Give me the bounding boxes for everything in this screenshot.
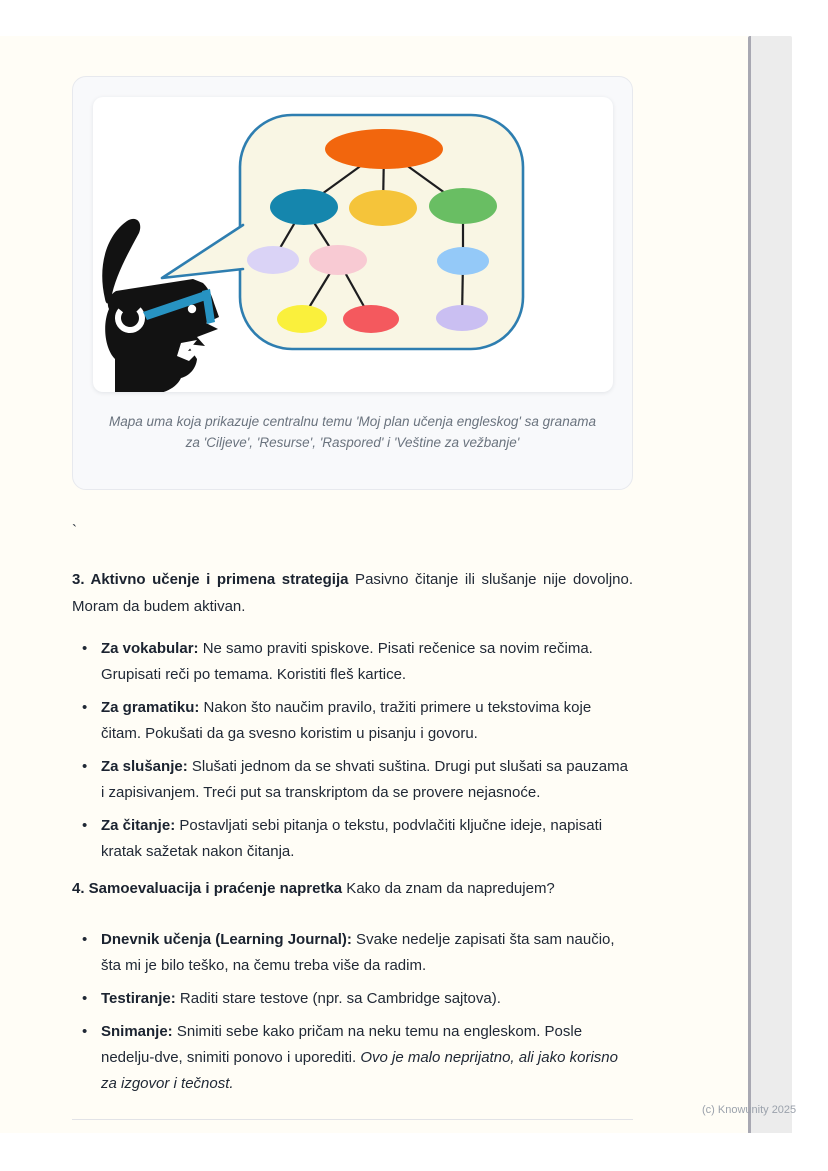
- figure-caption: Mapa uma koja prikazuje centralnu temu 'Moj plan učenja engleskog' sa granama za 'Ciljeve', 'Resurse', 'Raspored' i 'Veštine za vežbanje': [109, 414, 596, 450]
- section-3-paragraph: [72, 566, 633, 620]
- notes-content: [72, 566, 633, 1120]
- scrollbar[interactable]: [748, 36, 792, 1133]
- item-lead: Za čitanje:: [101, 817, 176, 834]
- section-4-heading: 4. Samoevaluacija i praćenje napretka: [72, 880, 343, 897]
- item-text: Slušati jednom da se shvati suština. Drugi put slušati sa pauzama i zapisivanjem. Treći put sa transkriptom da se provere nejasnoće.: [101, 758, 628, 801]
- bullet-icon: •: [82, 817, 88, 834]
- item-text: Postavljati sebi pitanja o tekstu, podvlačiti ključne ideje, napisati kratak sažetak nakon čitanja.: [101, 817, 603, 860]
- list-item: [72, 695, 633, 747]
- mindmap-node-leaf-6: [436, 305, 488, 331]
- mindmap-node-leaf-5: [343, 305, 399, 333]
- item-text: Nakon što naučim pravilo, tražiti primere u tekstovima koje čitam. Pokušati da ga svesno koristim u pisanju i govoru.: [101, 699, 592, 742]
- item-lead: Dnevnik učenja (Learning Journal):: [101, 931, 352, 948]
- mindmap-node-leaf-2: [309, 245, 367, 275]
- bullet-icon: •: [82, 758, 88, 775]
- stray-backtick: `: [72, 522, 77, 539]
- section-3-heading: 3. Aktivno učenje i primena strategija: [72, 571, 349, 588]
- item-lead: Snimanje:: [101, 1023, 173, 1040]
- section-4-text: Kako da znam da napredujem?: [342, 880, 555, 897]
- evaluation-list: [72, 927, 633, 1097]
- bullet-icon: •: [82, 699, 88, 716]
- item-lead: Za vokabular:: [101, 640, 199, 657]
- bullet-icon: •: [82, 990, 88, 1007]
- bullet-icon: •: [82, 1023, 88, 1040]
- copyright-footer: (c) Knowunity 2025: [702, 1104, 797, 1116]
- strategy-list: [72, 636, 633, 865]
- list-item: [72, 986, 633, 1012]
- item-italic-note: Ovo je malo neprijatno, ali jako korisno za izgovor i tečnost.: [101, 1049, 618, 1092]
- mindmap-node-leaf-1: [247, 246, 299, 274]
- list-item: [72, 636, 633, 688]
- item-text: Snimiti sebe kako pričam na neku temu na engleskom. Posle nedelju-dve, snimiti ponovo i uporediti.: [101, 1023, 583, 1066]
- bullet-icon: •: [82, 931, 88, 948]
- section-4-paragraph: [72, 875, 633, 902]
- divider: [72, 1119, 633, 1120]
- mindmap-node-branch-1: [270, 189, 338, 225]
- bullet-icon: •: [82, 640, 88, 657]
- mindmap-node-branch-3: [429, 188, 497, 224]
- list-item: [72, 1019, 633, 1097]
- item-lead: Za gramatiku:: [101, 699, 200, 716]
- section-3-text: Pasivno čitanje ili slušanje nije dovoljno. Moram da budem aktivan.: [72, 571, 634, 615]
- eye-icon: [188, 305, 196, 313]
- mindmap-figure-image: [93, 97, 613, 392]
- item-lead: Testiranje:: [101, 990, 176, 1007]
- mindmap-node-center: [325, 129, 443, 169]
- mindmap-illustration: [93, 97, 613, 392]
- list-item: [72, 927, 633, 979]
- mindmap-node-leaf-4: [277, 305, 327, 333]
- document-page: [0, 36, 748, 1133]
- list-item: [72, 754, 633, 806]
- person-head-illustration: [102, 219, 219, 392]
- item-text: Ne samo praviti spiskove. Pisati rečenice sa novim rečima. Grupisati reči po temama. Koristiti fleš kartice.: [101, 640, 593, 683]
- mindmap-node-leaf-3: [437, 247, 489, 275]
- mindmap-node-branch-2: [349, 190, 417, 226]
- figure-card: [72, 76, 633, 490]
- item-text: Svake nedelje zapisati šta sam naučio, šta mi je bilo teško, na čemu treba više da radim.: [101, 931, 615, 974]
- item-text: Raditi stare testove (npr. sa Cambridge sajtova).: [175, 990, 501, 1007]
- list-item: [72, 813, 633, 865]
- item-lead: Za slušanje:: [101, 758, 188, 775]
